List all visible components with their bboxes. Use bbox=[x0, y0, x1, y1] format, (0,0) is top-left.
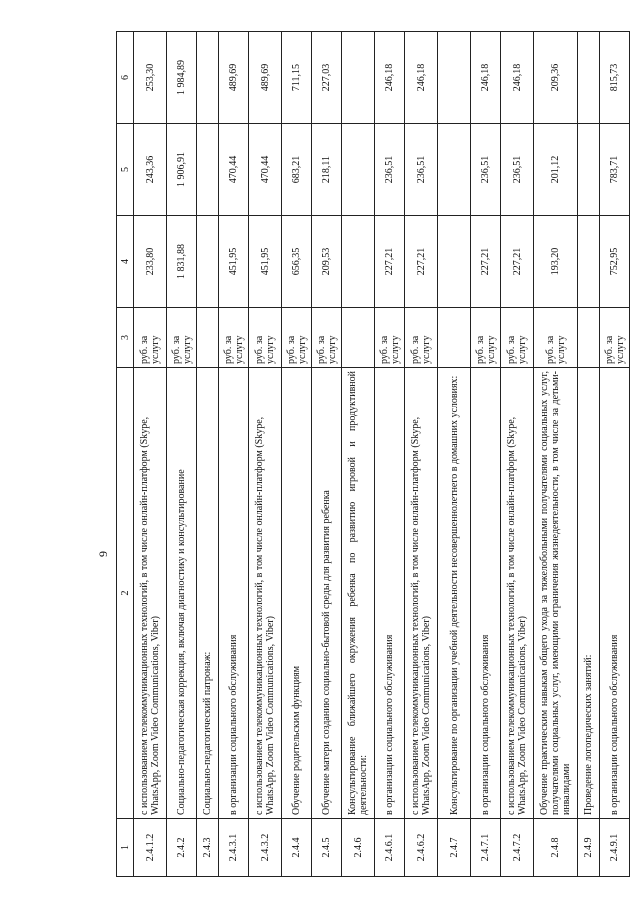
unit: руб. за услугу bbox=[375, 308, 405, 368]
tariff-value: 246,18 bbox=[405, 32, 438, 124]
row-number: 2.4.7.2 bbox=[501, 819, 534, 877]
row-number: 2.4.6.2 bbox=[405, 819, 438, 877]
tariff-value: 489,69 bbox=[249, 32, 282, 124]
header-cell: 1 bbox=[117, 819, 134, 877]
tariff-value bbox=[197, 124, 219, 216]
header-cell: 4 bbox=[117, 216, 134, 308]
tariff-value: 1 906,91 bbox=[167, 124, 197, 216]
service-name: Обучение родительским функциям bbox=[282, 368, 312, 819]
unit bbox=[197, 308, 219, 368]
page-number: 9 bbox=[96, 551, 110, 557]
row-number: 2.4.3 bbox=[197, 819, 219, 877]
tariff-value bbox=[197, 32, 219, 124]
unit: руб. за услугу bbox=[501, 308, 534, 368]
tariff-value: 236,51 bbox=[501, 124, 534, 216]
table-row bbox=[282, 32, 312, 877]
service-name: в организации социального обслуживания bbox=[375, 368, 405, 819]
tariff-value bbox=[438, 124, 471, 216]
tariff-value bbox=[438, 32, 471, 124]
tariff-value: 470,44 bbox=[219, 124, 249, 216]
tariff-value: 656,35 bbox=[282, 216, 312, 308]
tariff-value: 246,18 bbox=[471, 32, 501, 124]
tariff-value: 246,18 bbox=[375, 32, 405, 124]
unit: руб. за услугу bbox=[249, 308, 282, 368]
tariff-value: 253,30 bbox=[134, 32, 167, 124]
tariff-value: 451,95 bbox=[249, 216, 282, 308]
row-number: 2.4.3.1 bbox=[219, 819, 249, 877]
tariff-value bbox=[342, 124, 375, 216]
unit: руб. за услугу bbox=[312, 308, 342, 368]
row-number: 2.4.1.2 bbox=[134, 819, 167, 877]
service-name: Консультирование по организации учебной деятельности несовершеннолетнего в домашних условиях: bbox=[438, 368, 471, 819]
table-row bbox=[471, 32, 501, 877]
unit bbox=[438, 308, 471, 368]
row-number: 2.4.7 bbox=[438, 819, 471, 877]
tariff-value: 451,95 bbox=[219, 216, 249, 308]
tariff-value: 227,21 bbox=[375, 216, 405, 308]
tariff-value: 1 984,89 bbox=[167, 32, 197, 124]
tariff-value: 227,03 bbox=[312, 32, 342, 124]
table-row bbox=[375, 32, 405, 877]
tariff-value: 201,12 bbox=[534, 124, 578, 216]
table-row bbox=[578, 32, 600, 877]
tariff-value bbox=[342, 216, 375, 308]
tariff-value: 233,80 bbox=[134, 216, 167, 308]
row-number: 2.4.6.1 bbox=[375, 819, 405, 877]
service-name: в организации социального обслуживания bbox=[219, 368, 249, 819]
service-name: в организации социального обслуживания bbox=[600, 368, 630, 819]
row-number: 2.4.5 bbox=[312, 819, 342, 877]
table-row bbox=[219, 32, 249, 877]
tariff-value: 227,21 bbox=[405, 216, 438, 308]
table-row bbox=[438, 32, 471, 877]
table-row bbox=[342, 32, 375, 877]
service-name: с использованием телекоммуникационных технологий, в том числе онлайн-платформ (Skype, WhatsApp, Zoom Video Communications, Viber) bbox=[405, 368, 438, 819]
rotated-sheet bbox=[88, 32, 626, 877]
row-number: 2.4.9 bbox=[578, 819, 600, 877]
service-name: с использованием телекоммуникационных технологий, в том числе онлайн-платформ (Skype, WhatsApp, Zoom Video Communications, Viber) bbox=[501, 368, 534, 819]
tariff-value bbox=[197, 216, 219, 308]
unit: руб. за услугу bbox=[219, 308, 249, 368]
tariff-value: 683,21 bbox=[282, 124, 312, 216]
unit: руб. за услугу bbox=[471, 308, 501, 368]
table-row bbox=[312, 32, 342, 877]
table-row bbox=[249, 32, 282, 877]
tariff-value: 209,36 bbox=[534, 32, 578, 124]
service-name: Проведение логопедических занятий: bbox=[578, 368, 600, 819]
service-name: Социально-педагогический патронаж: bbox=[197, 368, 219, 819]
unit: руб. за услугу bbox=[282, 308, 312, 368]
tariff-value: 218,11 bbox=[312, 124, 342, 216]
row-number: 2.4.9.1 bbox=[600, 819, 630, 877]
tariff-value bbox=[438, 216, 471, 308]
table-header-row bbox=[117, 32, 134, 877]
unit: руб. за услугу bbox=[134, 308, 167, 368]
service-name: Обучение матери созданию социально-бытовой среды для развития ребенка bbox=[312, 368, 342, 819]
tariff-value: 1 831,88 bbox=[167, 216, 197, 308]
service-name: Обучение практическим навыкам общего ухода за тяжелобольными получателями социальных услуг, получателями социальных услуг, имеющими ограничения жизнедеятельности, в том числе за детьми-инвалидами bbox=[534, 368, 578, 819]
tariff-value: 209,53 bbox=[312, 216, 342, 308]
unit: руб. за услугу bbox=[167, 308, 197, 368]
table-row bbox=[197, 32, 219, 877]
tariff-value: 246,18 bbox=[501, 32, 534, 124]
table-row bbox=[534, 32, 578, 877]
tariff-value: 752,95 bbox=[600, 216, 630, 308]
service-name: Консультирование ближайшего окружения ребенка по развитию игровой и продуктивной деятельности: bbox=[342, 368, 375, 819]
header-cell: 2 bbox=[117, 368, 134, 819]
service-name: Социально-педагогическая коррекция, включая диагностику и консультирование bbox=[167, 368, 197, 819]
unit bbox=[342, 308, 375, 368]
unit: руб. за услугу bbox=[600, 308, 630, 368]
tariff-table bbox=[116, 31, 630, 877]
tariff-value: 815,73 bbox=[600, 32, 630, 124]
tariff-value: 243,36 bbox=[134, 124, 167, 216]
tariff-value: 227,21 bbox=[501, 216, 534, 308]
table-row bbox=[501, 32, 534, 877]
tariff-value: 236,51 bbox=[405, 124, 438, 216]
tariff-value: 783,71 bbox=[600, 124, 630, 216]
unit: руб. за услугу bbox=[534, 308, 578, 368]
tariff-value: 227,21 bbox=[471, 216, 501, 308]
tariff-value: 711,15 bbox=[282, 32, 312, 124]
service-name: в организации социального обслуживания bbox=[471, 368, 501, 819]
unit bbox=[578, 308, 600, 368]
tariff-value bbox=[342, 32, 375, 124]
table-row bbox=[405, 32, 438, 877]
table-row bbox=[167, 32, 197, 877]
header-cell: 6 bbox=[117, 32, 134, 124]
tariff-value: 236,51 bbox=[375, 124, 405, 216]
service-name: с использованием телекоммуникационных технологий, в том числе онлайн-платформ (Skype, WhatsApp, Zoom Video Communications, Viber) bbox=[134, 368, 167, 819]
unit: руб. за услугу bbox=[405, 308, 438, 368]
tariff-value: 236,51 bbox=[471, 124, 501, 216]
tariff-value bbox=[578, 216, 600, 308]
tariff-value: 470,44 bbox=[249, 124, 282, 216]
row-number: 2.4.2 bbox=[167, 819, 197, 877]
row-number: 2.4.6 bbox=[342, 819, 375, 877]
row-number: 2.4.7.1 bbox=[471, 819, 501, 877]
row-number: 2.4.8 bbox=[534, 819, 578, 877]
header-cell: 5 bbox=[117, 124, 134, 216]
service-name: с использованием телекоммуникационных технологий, в том числе онлайн-платформ (Skype, WhatsApp, Zoom Video Communications, Viber) bbox=[249, 368, 282, 819]
header-cell: 3 bbox=[117, 308, 134, 368]
tariff-value bbox=[578, 32, 600, 124]
tariff-value: 193,20 bbox=[534, 216, 578, 308]
table-row bbox=[600, 32, 630, 877]
row-number: 2.4.4 bbox=[282, 819, 312, 877]
tariff-value: 489,69 bbox=[219, 32, 249, 124]
table-row bbox=[134, 32, 167, 877]
tariff-value bbox=[578, 124, 600, 216]
row-number: 2.4.3.2 bbox=[249, 819, 282, 877]
